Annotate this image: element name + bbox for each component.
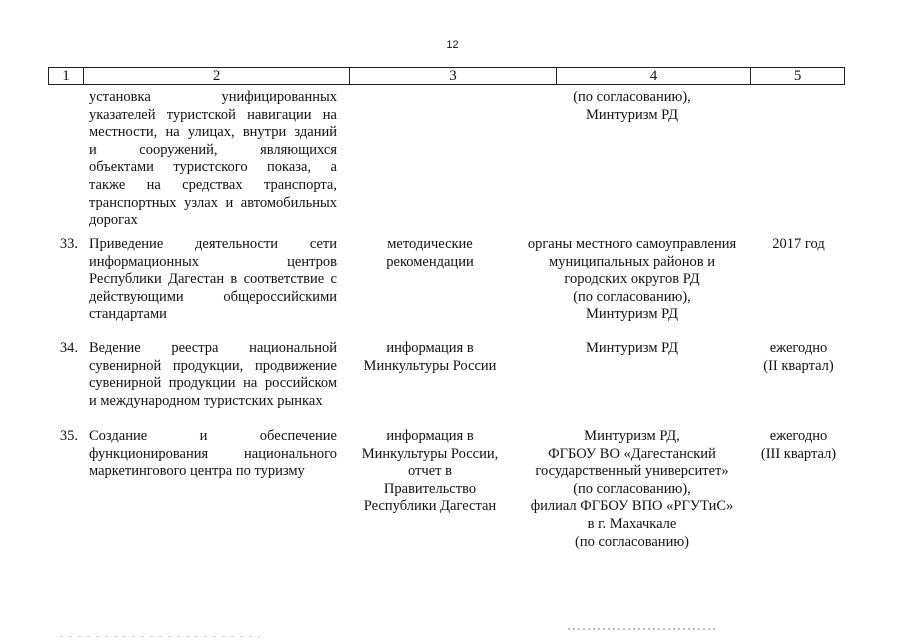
- description-line: информационных центров: [89, 253, 337, 270]
- row-number: 33.: [59, 236, 78, 252]
- responsible-line: Минтуризм РД,: [584, 428, 680, 444]
- description-line: Ведение реестра национальной: [89, 340, 337, 356]
- document-line: отчет в: [408, 463, 452, 480]
- document-line: информация в: [386, 340, 474, 356]
- page-number: 12: [446, 39, 459, 51]
- continuation-description: [89, 89, 337, 230]
- document-line: методические: [387, 236, 473, 252]
- description-line: действующими общероссийскими: [89, 288, 337, 305]
- column-header-4: 4: [557, 68, 752, 84]
- description-line: дорогах: [89, 212, 138, 229]
- column-header-3: 3: [350, 68, 556, 84]
- column-header-5: 5: [793, 68, 802, 84]
- responsible-line: (по согласованию): [575, 533, 689, 550]
- description-line: стандартами: [89, 306, 167, 323]
- row-responsible: [515, 428, 749, 551]
- row-document: [355, 236, 505, 271]
- deadline-line: ежегодно: [769, 428, 828, 444]
- description-line: также на средствах транспорта,: [89, 176, 337, 193]
- responsible-line: Минтуризм РД: [585, 106, 678, 123]
- row-description: [89, 340, 337, 410]
- description-line: сувенирной продукции на российском: [89, 375, 337, 392]
- scan-artifact: [60, 636, 260, 637]
- description-line: маркетингового центра по туризму: [89, 463, 305, 480]
- deadline-line: (II квартал): [763, 357, 834, 374]
- responsible-line: в г. Махачкале: [587, 515, 677, 532]
- row-deadline: [752, 428, 845, 463]
- responsible-line: (по согласованию),: [573, 288, 691, 305]
- document-line: Минкультуры России,: [361, 445, 499, 462]
- responsible-line: государственный университет»: [535, 463, 729, 480]
- description-line: и сооружений, являющихся: [89, 141, 337, 158]
- row-deadline: [752, 236, 845, 254]
- responsible-line: (по согласованию),: [573, 89, 691, 105]
- description-line: транспортных узлах и автомобильных: [89, 194, 337, 211]
- responsible-line: Минтуризм РД: [585, 306, 678, 323]
- scan-artifact: [568, 628, 718, 630]
- row-deadline: [752, 340, 845, 375]
- responsible-line: ФГБОУ ВО «Дагестанский: [548, 445, 716, 462]
- document-line: Правительство: [383, 480, 477, 497]
- deadline-line: ежегодно: [769, 340, 828, 356]
- description-line: установка унифицированных: [89, 89, 337, 105]
- description-line: указателей туристской навигации на: [89, 106, 337, 123]
- description-line: Приведение деятельности сети: [89, 236, 337, 252]
- row-document: [355, 340, 505, 375]
- description-line: объектами туристского показа, а: [89, 159, 337, 176]
- description-line: местности, на улицах, внутри зданий: [89, 124, 337, 141]
- document-line: Республики Дагестан: [363, 498, 497, 515]
- responsible-line: (по согласованию),: [573, 480, 691, 497]
- responsible-line: Минтуризм РД: [585, 340, 678, 356]
- description-line: и международном туристских рынках: [89, 392, 323, 409]
- description-line: Республики Дагестан в соответствие с: [89, 271, 337, 288]
- deadline-line: 2017 год: [772, 236, 825, 252]
- row-number: 34.: [59, 340, 78, 356]
- responsible-line: органы местного самоуправления: [527, 236, 737, 252]
- row-number: 35.: [59, 428, 78, 444]
- responsible-line: филиал ФГБОУ ВПО «РГУТиС»: [530, 498, 734, 515]
- description-line: сувенирной продукции, продвижение: [89, 357, 337, 374]
- document-line: Минкультуры России: [363, 357, 497, 374]
- row-description: [89, 236, 337, 324]
- document-line: информация в: [386, 428, 474, 444]
- description-line: Создание и обеспечение: [89, 428, 337, 444]
- deadline-line: (III квартал): [760, 445, 837, 462]
- row-description: [89, 428, 337, 481]
- row-document: [355, 428, 505, 516]
- table-header-row: [48, 67, 845, 85]
- responsible-line: городских округов РД: [564, 271, 700, 288]
- column-header-2: 2: [84, 68, 350, 84]
- row-responsible: [515, 236, 749, 324]
- description-line: функционирования национального: [89, 445, 337, 462]
- document-line: рекомендации: [386, 253, 474, 270]
- continuation-responsible: [515, 89, 749, 124]
- row-responsible: [515, 340, 749, 358]
- column-header-1: 1: [49, 68, 84, 84]
- responsible-line: муниципальных районов и: [549, 253, 715, 270]
